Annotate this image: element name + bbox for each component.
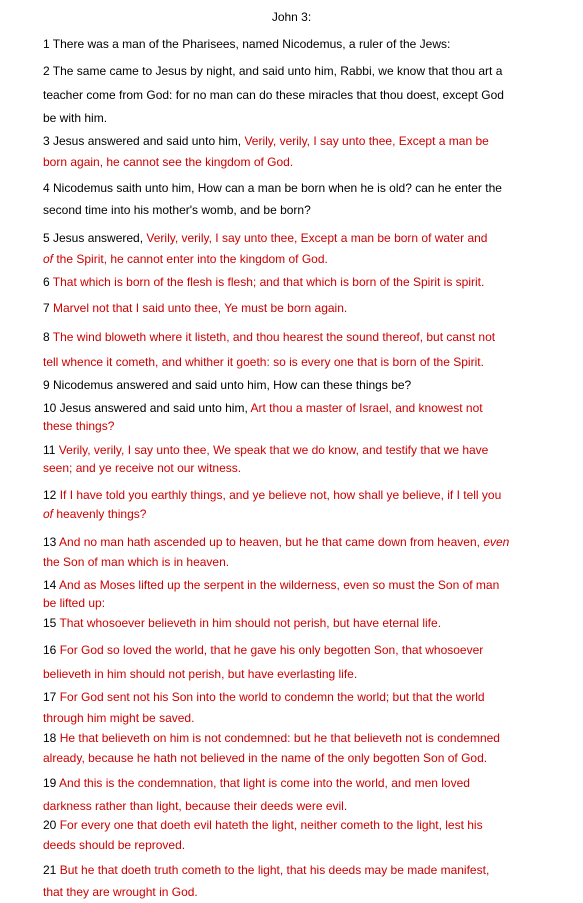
red-letter-text: He that believeth on him is not condemned: but he that believeth not is condemned [60, 731, 500, 745]
verse-line [43, 300, 563, 316]
verse-line [43, 615, 563, 631]
verse-text: 19 [43, 776, 59, 790]
verse-line [43, 505, 563, 524]
red-letter-text: already, because he hath not believed in the name of the only begotten Son of God. [43, 751, 487, 765]
verse-line [43, 441, 563, 459]
verse-text: 6 [43, 275, 53, 289]
verse-text: 3 Jesus answered and said unto him, [43, 134, 244, 148]
verse-text: 14 [43, 578, 59, 592]
verse-text: 15 [43, 616, 59, 630]
verse-line [43, 728, 563, 748]
verse-line [43, 860, 563, 882]
verse-line [43, 639, 563, 663]
verse-line [43, 249, 563, 270]
verse-text: 18 [43, 731, 60, 745]
verse-line [43, 748, 563, 768]
verse-text: 5 Jesus answered, [43, 231, 146, 245]
red-letter-text: tell whence it cometh, and whither it goeth: so is every one that is born of the Spirit. [43, 355, 484, 369]
verse-line [43, 325, 563, 350]
verse-text: 11 [43, 443, 59, 457]
verse-20 [43, 816, 563, 855]
verse-3 [43, 131, 563, 172]
verse-line [43, 274, 563, 290]
red-letter-text: believeth in him should not perish, but have everlasting life. [43, 667, 357, 681]
verse-text: 9 Nicodemus answered and said unto him, How can these things be? [43, 378, 411, 392]
verse-line [43, 400, 563, 418]
verse-line [43, 594, 563, 612]
red-letter-text: through him might be saved. [43, 711, 194, 725]
verse-text: 21 [43, 863, 60, 877]
verse-1 [43, 36, 563, 52]
verse-text: 10 Jesus answered and said unto him, [43, 401, 250, 415]
verse-text: 4 Nicodemus saith unto him, How can a man be born when he is old? can he enter the [43, 181, 502, 195]
verse-line [43, 486, 563, 505]
red-letter-text: The wind bloweth where it listeth, and thou hearest the sound thereof, but canst not [53, 330, 495, 344]
red-letter-text: Art thou a master of Israel, and knowest not [250, 401, 482, 415]
red-letter-text: Marvel not that I said unto thee, Ye must be born again. [53, 301, 347, 315]
verse-text: be with him. [43, 111, 107, 125]
red-letter-text: the Spirit, he cannot enter into the kingdom of God. [53, 252, 328, 266]
verse-text: 8 [43, 330, 53, 344]
red-letter-text: deeds should be reproved. [43, 838, 185, 852]
chapter-title: John 3: [0, 9, 583, 25]
verse-text: 12 [43, 488, 60, 502]
red-letter-text: But he that doeth truth cometh to the light, that his deeds may be made manifest, [60, 863, 490, 877]
red-letter-text: And as Moses lifted up the serpent in the wilderness, even so must the Son of man [59, 578, 499, 592]
verse-text: 2 The same came to Jesus by night, and said unto him, Rabbi, we know that thou art a [43, 64, 502, 78]
red-letter-text: And this is the condemnation, that light is come into the world, and men loved [59, 776, 470, 790]
verse-text: second time into his mother's womb, and be born? [43, 203, 311, 217]
verse-9 [43, 377, 563, 393]
verse-line [43, 60, 563, 84]
red-letter-text: born again, he cannot see the kingdom of God. [43, 155, 293, 169]
verse-text: 7 [43, 301, 53, 315]
red-letter-text: seen; and ye receive not our witness. [43, 461, 241, 475]
verse-line [43, 532, 563, 552]
red-letter-text: be lifted up: [43, 596, 105, 610]
verse-line [43, 377, 563, 393]
red-letter-text: Verily, verily, I say unto thee, Except a man be born of water and [146, 231, 487, 245]
red-letter-text: these things? [43, 419, 114, 433]
red-letter-text: That whosoever believeth in him should not perish, but have eternal life. [59, 616, 441, 630]
verse-6 [43, 274, 563, 290]
red-letter-text: For every one that doeth evil hateth the light, neither cometh to the light, lest his [60, 818, 483, 832]
verse-16 [43, 639, 563, 686]
verse-line [43, 84, 563, 108]
verse-line [43, 687, 563, 708]
red-letter-text: even [483, 535, 509, 549]
verse-18 [43, 728, 563, 768]
verse-line [43, 708, 563, 729]
red-letter-text: If I have told you earthly things, and ye believe not, how shall ye believe, if I tell you [60, 488, 502, 502]
verse-text: 1 There was a man of the Pharisees, named Nicodemus, a ruler of the Jews: [43, 37, 450, 51]
verse-line [43, 816, 563, 836]
red-letter-text: that they are wrought in God. [43, 885, 198, 899]
verse-21 [43, 860, 563, 903]
verse-11 [43, 441, 563, 477]
verse-14 [43, 576, 563, 612]
verse-17 [43, 687, 563, 728]
verse-4 [43, 178, 563, 221]
red-letter-text: For God so loved the world, that he gave his only begotten Son, that whosoever [60, 643, 484, 657]
verse-15 [43, 615, 563, 631]
verse-line [43, 552, 563, 572]
verse-7 [43, 300, 563, 316]
verse-line [43, 350, 563, 375]
verse-13 [43, 532, 563, 572]
red-letter-text: For God sent not his Son into the world to condemn the world; but that the world [60, 690, 485, 704]
verse-2 [43, 60, 563, 131]
red-letter-text: Verily, verily, I say unto thee, Except a man be [244, 134, 488, 148]
verse-line [43, 418, 563, 436]
verse-12 [43, 486, 563, 523]
verse-line [43, 131, 563, 152]
verse-line [43, 459, 563, 477]
verse-5 [43, 228, 563, 269]
red-letter-text: heavenly things? [53, 507, 146, 521]
verse-8 [43, 325, 563, 374]
verse-line [43, 576, 563, 594]
verse-line [43, 772, 563, 795]
red-letter-text: And no man hath ascended up to heaven, but he that came down from heaven, [59, 535, 483, 549]
red-letter-text: darkness rather than light, because their deeds were evil. [43, 799, 347, 813]
verse-10 [43, 400, 563, 435]
red-letter-text: the Son of man which is in heaven. [43, 555, 229, 569]
verse-line [43, 795, 563, 818]
verse-text: 16 [43, 643, 60, 657]
verse-line [43, 36, 563, 52]
verse-line [43, 178, 563, 200]
verse-text: 13 [43, 535, 59, 549]
verse-line [43, 663, 563, 687]
red-letter-text: of [43, 507, 53, 521]
verse-line [43, 228, 563, 249]
verse-line [43, 107, 563, 131]
red-letter-text: of [43, 252, 53, 266]
verse-text: 20 [43, 818, 60, 832]
verse-line [43, 200, 563, 222]
red-letter-text: Verily, verily, I say unto thee, We speak that we do know, and testify that we have [59, 443, 489, 457]
verse-line [43, 152, 563, 173]
verse-text: teacher come from God: for no man can do these miracles that thou doest, except God [43, 88, 504, 102]
verse-line [43, 836, 563, 856]
red-letter-text: That which is born of the flesh is flesh; and that which is born of the Spirit is spirit. [53, 275, 485, 289]
verse-19 [43, 772, 563, 817]
verse-text: 17 [43, 690, 60, 704]
